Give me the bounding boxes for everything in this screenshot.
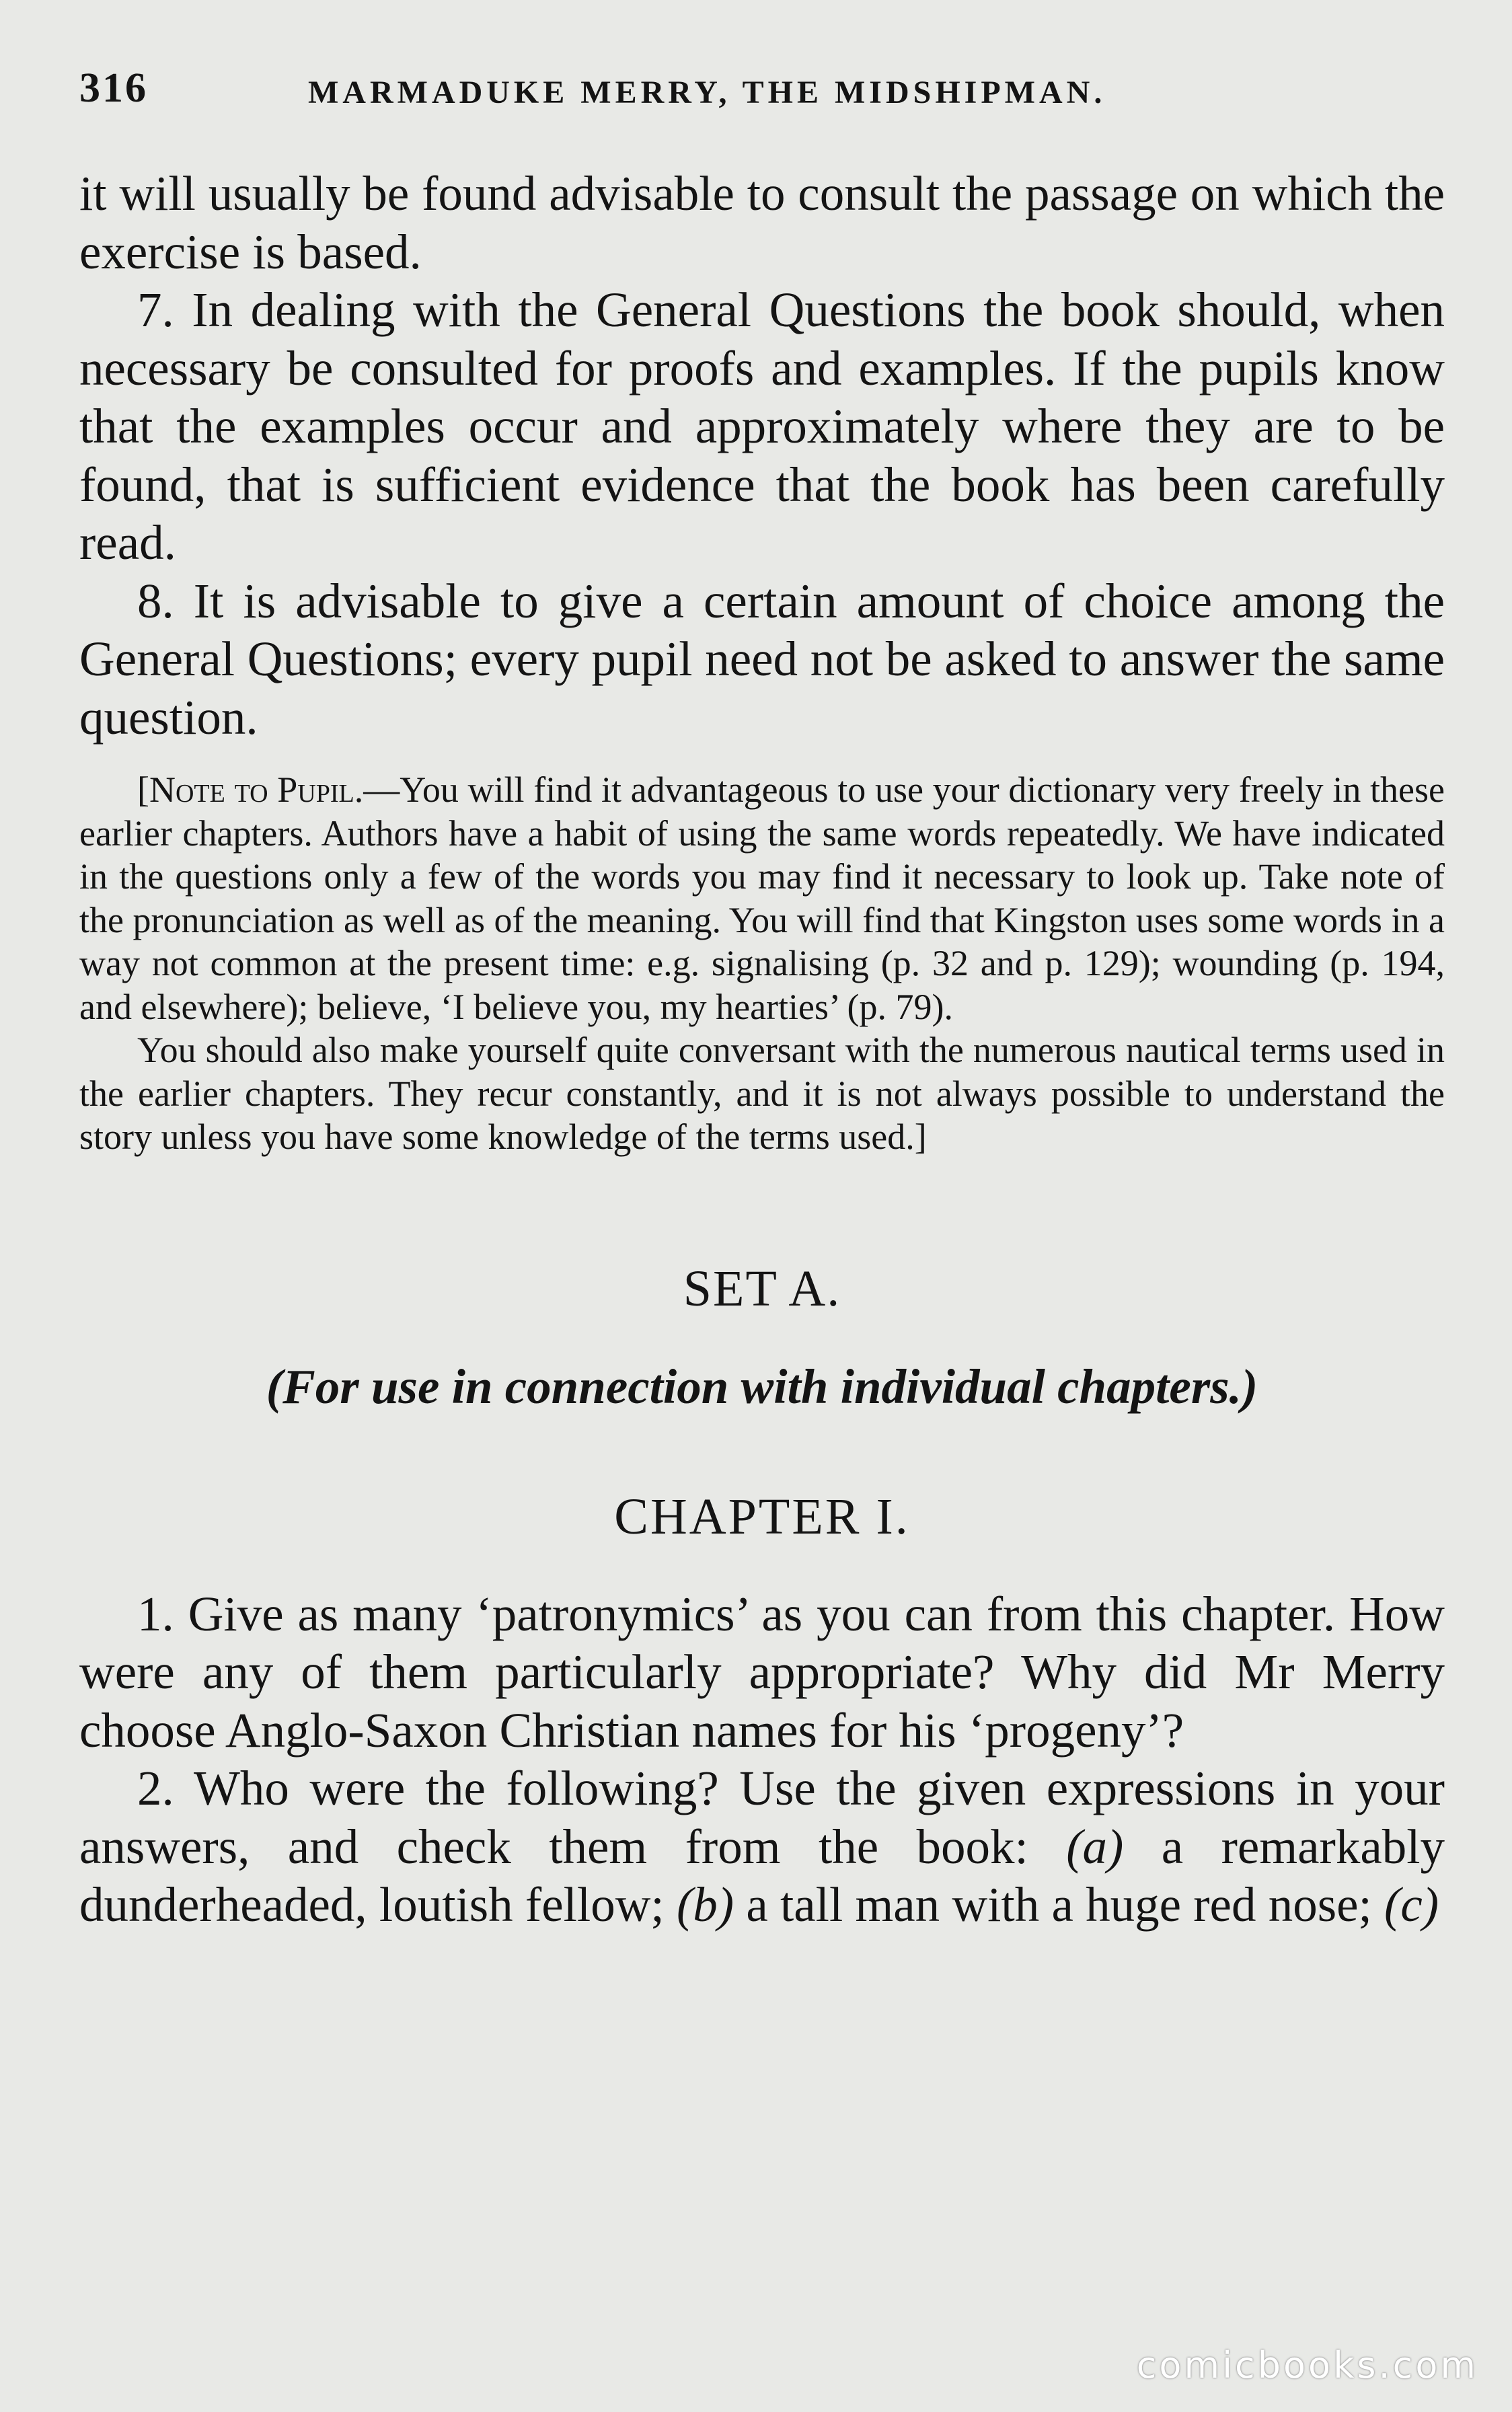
question-list [79, 1585, 1445, 1934]
running-head: MARMADUKE MERRY, THE MIDSHIPMAN. [308, 75, 1106, 110]
question-1: 1. Give as many ‘patronymics’ as you can from this chapter. How were any of them particularly appropriate? Why did Mr Merry choose Anglo-Saxon Christian names for his ‘progeny’? [79, 1586, 1445, 1758]
option-a-marker: (a) [1066, 1819, 1124, 1874]
note-open-bracket: [ [137, 769, 149, 810]
option-a-text: a remarkably dunderheaded, loutish fellow; [79, 1819, 1445, 1932]
page-number: 316 [79, 65, 148, 111]
page-body [79, 165, 1445, 1934]
page-header [79, 65, 1445, 125]
option-b-text: a tall man with a huge red nose; [746, 1877, 1372, 1932]
watermark: comicbooks.com [1136, 2344, 1478, 2386]
question-2-intro: 2. Who were the following? Use the given expressions in your answers, and check them from the book: [79, 1761, 1445, 1874]
option-c-marker: (c) [1384, 1877, 1439, 1932]
note-paragraph-1 [79, 768, 1445, 1028]
set-heading: SET A. [683, 1260, 841, 1317]
continuation-paragraph: it will usually be found advisable to consult the passage on which the exercise is based. [79, 166, 1445, 279]
chapter-heading: CHAPTER I. [614, 1488, 910, 1545]
set-subheading: (For use in connection with individual chapters.) [266, 1359, 1258, 1414]
question-2 [79, 1760, 1445, 1934]
instruction-item-7: 7. In dealing with the General Questions the book should, when necessary be consulted for proofs and examples. If the pupils know that the examples occur and approximately where they are to be found, that is sufficient evidence that the book has been carefully read. [79, 282, 1445, 570]
note-to-pupil [79, 768, 1445, 1159]
instruction-item-8: 8. It is advisable to give a certain amount of choice among the General Questions; every pupil need not be asked to answer the same question. [79, 573, 1445, 745]
note-paragraph-2: You should also make yourself quite conversant with the numerous nautical terms used in the earlier chapters. They recur constantly, and it is not always possible to understand the story unless you have some knowledge of the terms used.] [79, 1030, 1445, 1157]
option-b-marker: (b) [676, 1877, 734, 1932]
note-label: Note to Pupil. [149, 769, 364, 810]
note-text-1: —You will find it advantageous to use your dictionary very freely in these earlier chapters. Authors have a habit of using the same words repeatedly. We have indicated in the questions only a few of the words you may find it necessary to look up. Take note of the pronunciation as well as of the meaning. You will find that Kingston uses some words in a way not common at the present time: e.g. signalising (p. 32 and p. 129); wounding (p. 194, and elsewhere); believe, ‘I believe you, my hearties’ (p. 79). [79, 769, 1445, 1027]
